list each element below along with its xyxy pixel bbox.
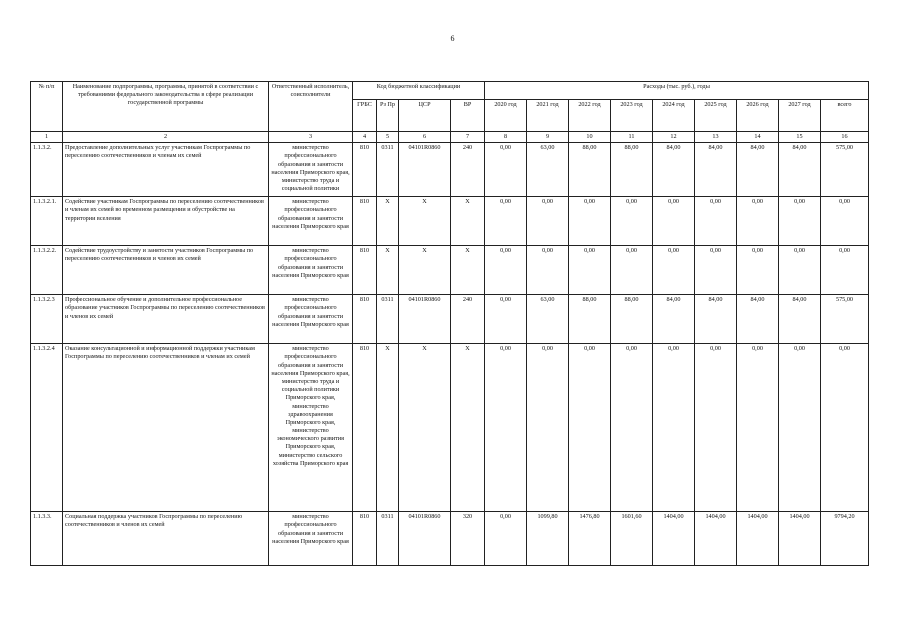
row-value: 88,00 bbox=[569, 143, 611, 197]
header-year: 2023 год bbox=[611, 100, 653, 132]
row-value: 0,00 bbox=[485, 295, 527, 344]
row-value: 1404,00 bbox=[737, 512, 779, 566]
row-executor: министерство профессионального образования и занятости населения Приморского края bbox=[269, 512, 353, 566]
row-vr: 240 bbox=[451, 143, 485, 197]
header-total: всего bbox=[821, 100, 869, 132]
row-value: 0,00 bbox=[485, 143, 527, 197]
row-value: 1404,00 bbox=[779, 512, 821, 566]
column-number: 16 bbox=[821, 132, 869, 143]
header-row-1 bbox=[31, 82, 869, 100]
row-grbs: 810 bbox=[353, 512, 377, 566]
row-num: 1.1.3.2. bbox=[31, 143, 63, 197]
header-rzpr: Рз Пр bbox=[377, 100, 399, 132]
column-number: 14 bbox=[737, 132, 779, 143]
row-rzpr: 0311 bbox=[377, 295, 399, 344]
row-name: Содействие участникам Госпрограммы по переселению соотечественников и членам их семей во временном размещении и обустройстве на территории вселения bbox=[63, 197, 269, 246]
header-num: № п/п bbox=[31, 82, 63, 132]
row-value: 0,00 bbox=[527, 344, 569, 512]
header-expenses: Расходы (тыс. руб.), годы bbox=[485, 82, 869, 100]
table-row bbox=[31, 246, 869, 295]
row-value: 0,00 bbox=[695, 246, 737, 295]
row-value: 0,00 bbox=[485, 512, 527, 566]
row-value: 0,00 bbox=[737, 344, 779, 512]
table-row bbox=[31, 143, 869, 197]
row-value: 84,00 bbox=[779, 295, 821, 344]
row-value: 84,00 bbox=[779, 143, 821, 197]
column-number: 11 bbox=[611, 132, 653, 143]
row-csr: 04101R0860 bbox=[399, 295, 451, 344]
row-value: 0,00 bbox=[611, 197, 653, 246]
row-value: 88,00 bbox=[569, 295, 611, 344]
row-value: 84,00 bbox=[737, 295, 779, 344]
row-total: 575,00 bbox=[821, 143, 869, 197]
row-value: 0,00 bbox=[527, 197, 569, 246]
table-row bbox=[31, 295, 869, 344]
row-rzpr: X bbox=[377, 197, 399, 246]
row-value: 0,00 bbox=[779, 197, 821, 246]
row-executor: министерство профессионального образования и занятости населения Приморского края bbox=[269, 197, 353, 246]
row-num: 1.1.3.2.2. bbox=[31, 246, 63, 295]
row-value: 0,00 bbox=[485, 344, 527, 512]
row-csr: X bbox=[399, 246, 451, 295]
row-total: 575,00 bbox=[821, 295, 869, 344]
column-number: 1 bbox=[31, 132, 63, 143]
row-vr: 240 bbox=[451, 295, 485, 344]
row-grbs: 810 bbox=[353, 246, 377, 295]
row-executor: министерство профессионального образования и занятости населения Приморского края bbox=[269, 246, 353, 295]
row-total: 0,00 bbox=[821, 344, 869, 512]
column-number: 5 bbox=[377, 132, 399, 143]
row-value: 0,00 bbox=[653, 197, 695, 246]
column-number: 8 bbox=[485, 132, 527, 143]
row-value: 0,00 bbox=[737, 197, 779, 246]
table-row bbox=[31, 344, 869, 512]
row-value: 0,00 bbox=[569, 197, 611, 246]
row-value: 1099,80 bbox=[527, 512, 569, 566]
budget-table bbox=[30, 81, 869, 566]
row-rzpr: X bbox=[377, 246, 399, 295]
header-year: 2027 год bbox=[779, 100, 821, 132]
header-grbs: ГРБС bbox=[353, 100, 377, 132]
row-name: Содействие трудоустройству и занятости участников Госпрограммы по переселению соотечественников и членов их семей bbox=[63, 246, 269, 295]
header-executor: Ответственный исполнитель, соисполнители bbox=[269, 82, 353, 132]
row-value: 0,00 bbox=[485, 197, 527, 246]
row-name: Оказание консультационной и информационной поддержки участникам Госпрограммы по переселению соотечественников и членам их семей bbox=[63, 344, 269, 512]
row-vr: X bbox=[451, 344, 485, 512]
row-value: 84,00 bbox=[737, 143, 779, 197]
row-value: 88,00 bbox=[611, 143, 653, 197]
row-value: 84,00 bbox=[695, 143, 737, 197]
row-value: 0,00 bbox=[779, 344, 821, 512]
row-value: 1404,00 bbox=[653, 512, 695, 566]
row-value: 0,00 bbox=[779, 246, 821, 295]
row-value: 0,00 bbox=[653, 344, 695, 512]
row-csr: X bbox=[399, 344, 451, 512]
row-name: Предоставление дополнительных услуг участникам Госпрограммы по переселению соотечественников и членам их семей bbox=[63, 143, 269, 197]
table-row bbox=[31, 197, 869, 246]
row-executor: министерство профессионального образования и занятости населения Приморского края bbox=[269, 295, 353, 344]
header-year: 2026 год bbox=[737, 100, 779, 132]
row-csr: 04101R0860 bbox=[399, 143, 451, 197]
column-number: 2 bbox=[63, 132, 269, 143]
row-value: 0,00 bbox=[485, 246, 527, 295]
column-number: 7 bbox=[451, 132, 485, 143]
row-total: 0,00 bbox=[821, 246, 869, 295]
column-number: 10 bbox=[569, 132, 611, 143]
row-value: 0,00 bbox=[527, 246, 569, 295]
row-vr: X bbox=[451, 197, 485, 246]
column-number: 6 bbox=[399, 132, 451, 143]
row-rzpr: 0311 bbox=[377, 143, 399, 197]
header-csr: ЦСР bbox=[399, 100, 451, 132]
column-number: 12 bbox=[653, 132, 695, 143]
row-csr: 04101R0860 bbox=[399, 512, 451, 566]
row-vr: X bbox=[451, 246, 485, 295]
row-value: 0,00 bbox=[653, 246, 695, 295]
row-vr: 320 bbox=[451, 512, 485, 566]
column-number: 13 bbox=[695, 132, 737, 143]
header-year: 2020 год bbox=[485, 100, 527, 132]
row-grbs: 810 bbox=[353, 295, 377, 344]
row-value: 84,00 bbox=[653, 143, 695, 197]
row-csr: X bbox=[399, 197, 451, 246]
row-value: 84,00 bbox=[695, 295, 737, 344]
row-value: 0,00 bbox=[611, 344, 653, 512]
header-year: 2021 год bbox=[527, 100, 569, 132]
row-value: 1404,00 bbox=[695, 512, 737, 566]
table-row bbox=[31, 512, 869, 566]
column-numbers-row bbox=[31, 132, 869, 143]
row-name: Социальная поддержка участников Госпрограммы по переселению соотечественников и членов их семей bbox=[63, 512, 269, 566]
row-num: 1.1.3.2.1. bbox=[31, 197, 63, 246]
column-number: 4 bbox=[353, 132, 377, 143]
row-value: 84,00 bbox=[653, 295, 695, 344]
page-number: 6 bbox=[450, 34, 455, 43]
row-value: 0,00 bbox=[569, 246, 611, 295]
row-rzpr: X bbox=[377, 344, 399, 512]
row-value: 0,00 bbox=[611, 246, 653, 295]
header-vr: ВР bbox=[451, 100, 485, 132]
row-rzpr: 0311 bbox=[377, 512, 399, 566]
row-total: 0,00 bbox=[821, 197, 869, 246]
row-value: 0,00 bbox=[737, 246, 779, 295]
row-value: 88,00 bbox=[611, 295, 653, 344]
row-value: 0,00 bbox=[695, 344, 737, 512]
row-grbs: 810 bbox=[353, 197, 377, 246]
row-value: 63,00 bbox=[527, 143, 569, 197]
row-value: 0,00 bbox=[569, 344, 611, 512]
header-year: 2022 год bbox=[569, 100, 611, 132]
row-num: 1.1.3.2.4 bbox=[31, 344, 63, 512]
row-name: Профессиональное обучение и дополнительное профессиональное образование участников Госпрограммы по переселению соотечественников и членов их семей bbox=[63, 295, 269, 344]
header-year: 2025 год bbox=[695, 100, 737, 132]
row-total: 9794,20 bbox=[821, 512, 869, 566]
column-number: 3 bbox=[269, 132, 353, 143]
row-executor: министерство профессионального образования и занятости населения Приморского края, министерство труда и социальной политики bbox=[269, 143, 353, 197]
header-year: 2024 год bbox=[653, 100, 695, 132]
row-grbs: 810 bbox=[353, 344, 377, 512]
row-executor: министерство профессионального образования и занятости населения Приморского края, министерство труда и социальной политики Приморского края, министерство здравоохранения Приморского края, министерство экономического развития Приморского края, министерство сельского хозяйства Приморского края bbox=[269, 344, 353, 512]
header-name: Наименование подпрограммы, программы, принятой в соответствии с требованиями федерального законодательства в сфере реализации государственной программы bbox=[63, 82, 269, 132]
row-value: 1601,60 bbox=[611, 512, 653, 566]
header-budget-code: Код бюджетной классификации bbox=[353, 82, 485, 100]
row-grbs: 810 bbox=[353, 143, 377, 197]
column-number: 15 bbox=[779, 132, 821, 143]
row-value: 63,00 bbox=[527, 295, 569, 344]
column-number: 9 bbox=[527, 132, 569, 143]
row-num: 1.1.3.2.3 bbox=[31, 295, 63, 344]
row-value: 0,00 bbox=[695, 197, 737, 246]
row-num: 1.1.3.3. bbox=[31, 512, 63, 566]
row-value: 1476,80 bbox=[569, 512, 611, 566]
